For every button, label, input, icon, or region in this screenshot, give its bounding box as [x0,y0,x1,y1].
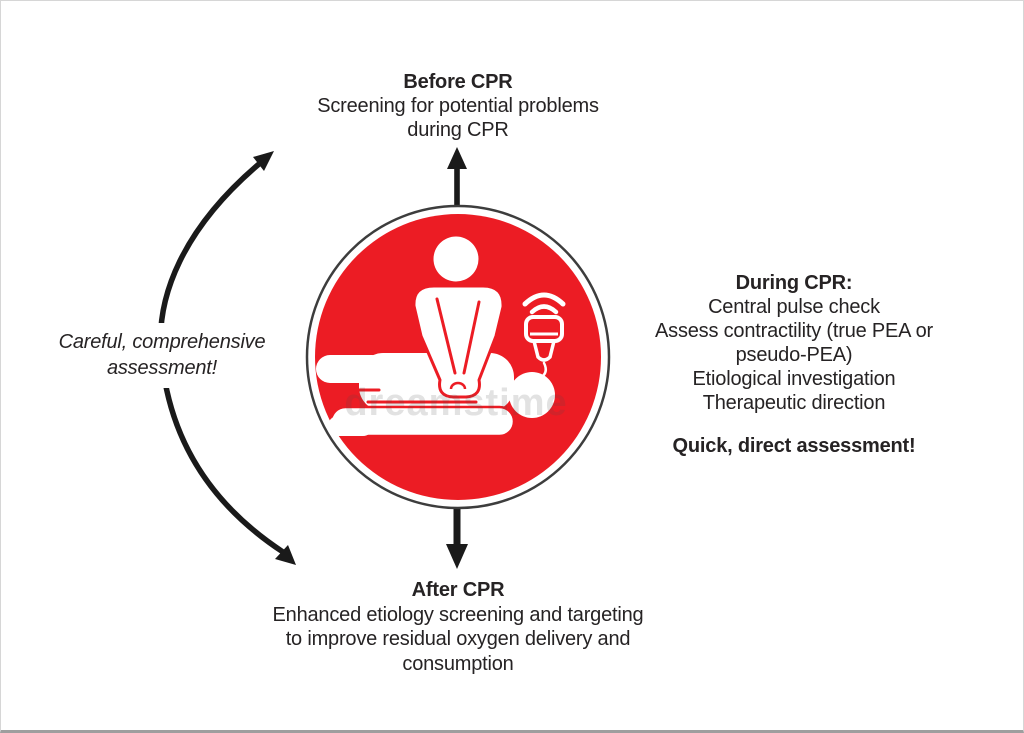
before-cpr-note [158,70,758,142]
after-cpr-title: After CPR [411,579,505,601]
before-cpr-line: during CPR [407,119,509,141]
before-cpr-title: Before CPR [403,71,513,93]
during-cpr-line: Therapeutic direction [702,392,886,414]
careful-assessment-line: Careful, comprehensive [58,331,266,353]
after-cpr-line: consumption [402,652,514,675]
down-arrow-icon [446,506,468,569]
during-cpr-title: During CPR: [735,272,853,294]
careful-assessment-line: assessment! [106,357,218,379]
careful-assessment-note [42,323,282,388]
after-cpr-line: Enhanced etiology screening and targeting [272,603,644,626]
up-arrow-icon [447,147,467,208]
after-cpr-note [158,578,758,676]
during-cpr-note [494,271,1024,458]
during-cpr-line: Assess contractility (true PEA or [655,320,933,342]
quick-assessment-note: Quick, direct assessment! [672,435,916,457]
during-cpr-line: Etiological investigation [692,368,896,390]
during-cpr-line: Central pulse check [708,296,880,318]
after-cpr-line: to improve residual oxygen delivery and [285,628,631,650]
before-cpr-line: Screening for potential problems [317,95,599,117]
during-cpr-line: pseudo-PEA) [735,344,853,366]
